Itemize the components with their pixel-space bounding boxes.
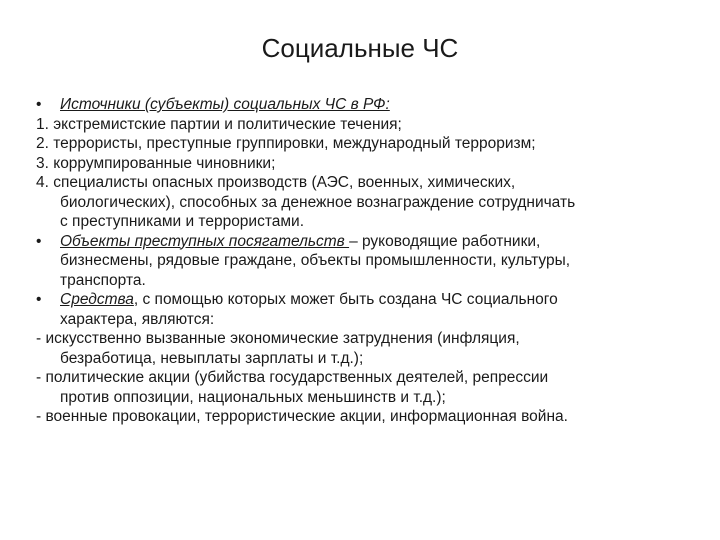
objects-cont-2: транспорта. <box>60 271 146 289</box>
means-line <box>36 290 696 310</box>
bullet-icon: • <box>36 96 42 113</box>
slide-body <box>36 95 696 427</box>
objects-heading: Объекты преступных посягательств <box>60 232 350 250</box>
means-item-1-cont: безработица, невыплаты зарплаты и т.д.); <box>60 349 364 367</box>
sources-item-4-cont-2: с преступниками и террористами. <box>60 213 305 230</box>
means-item-1: - искусственно вызванные экономические затруднения (инфляция, <box>36 330 520 347</box>
sources-item-1: 1. экстремистские партии и политические течения; <box>36 115 402 133</box>
sources-item-4-cont-1: биологических), способных за денежное вознаграждение сотрудничать <box>60 193 576 211</box>
sources-item-3: 3. коррумпированные чиновники; <box>36 154 276 172</box>
bullet-icon: • <box>36 232 42 250</box>
means-item-2: - политические акции (убийства государственных деятелей, репрессии <box>36 369 549 386</box>
sources-heading-line <box>36 95 696 115</box>
means-item-3: - военные провокации, террористические акции, информационная война. <box>36 408 568 425</box>
objects-text: – руководящие работники, <box>349 232 541 250</box>
objects-cont-1: бизнесмены, рядовые граждане, объекты промышленности, культуры, <box>60 252 571 269</box>
sources-item-4: 4. специалисты опасных производств (АЭС, военных, химических, <box>36 174 516 191</box>
bullet-icon: • <box>36 291 42 308</box>
sources-item-2: 2. террористы, преступные группировки, международный терроризм; <box>36 135 536 152</box>
means-text: , с помощью которых может быть создана ЧС социального <box>133 291 558 308</box>
objects-line <box>36 232 696 252</box>
means-heading: Средства <box>60 291 134 308</box>
sources-heading: Источники (субъекты) социальных ЧС в РФ: <box>60 96 390 113</box>
means-cont: характера, являются: <box>60 310 215 328</box>
means-item-2-cont: против оппозиции, национальных меньшинств и т.д.); <box>60 388 446 406</box>
slide-title: Социальные ЧС <box>261 33 459 63</box>
